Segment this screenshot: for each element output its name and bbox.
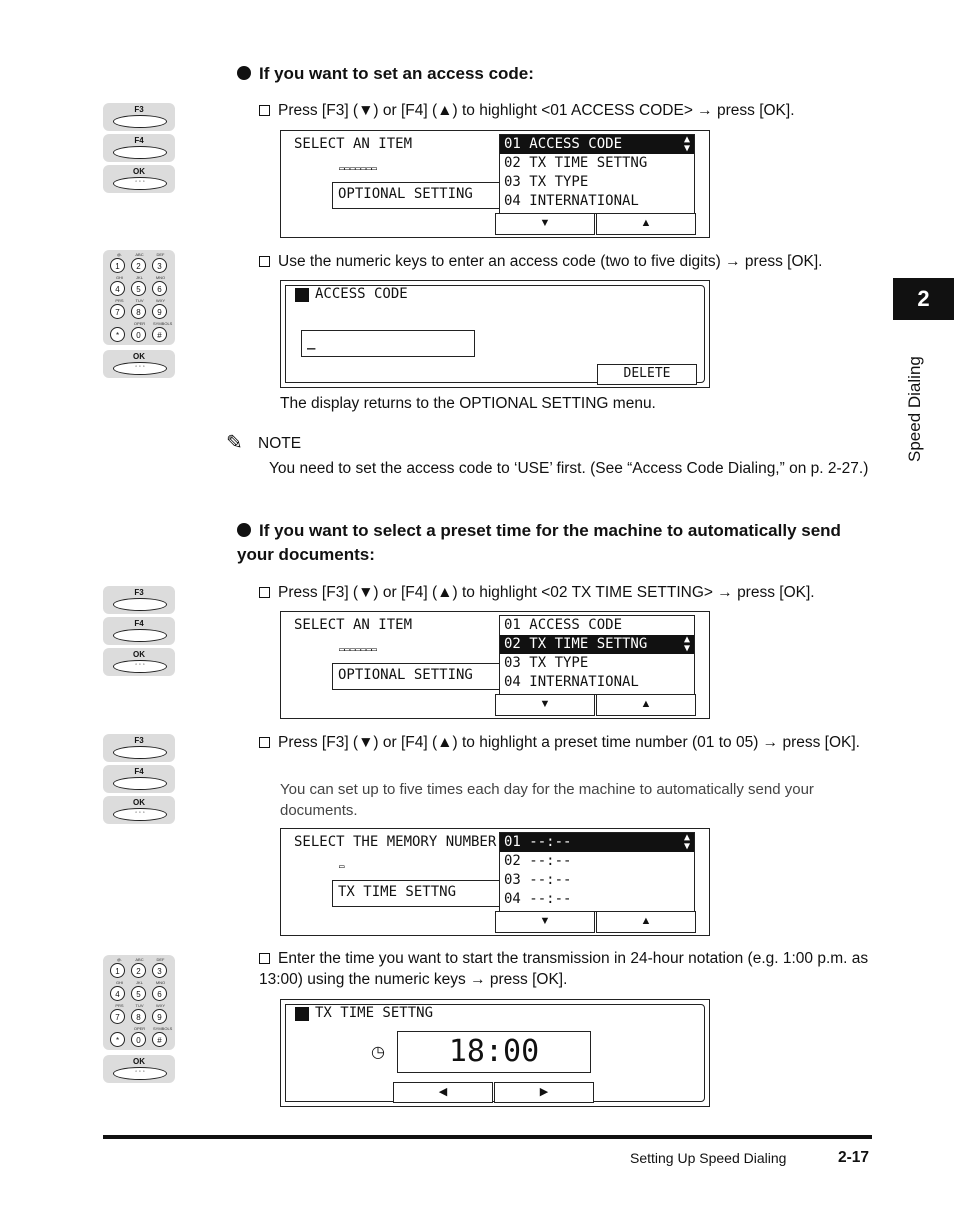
list-item: 02 --:--: [504, 853, 572, 869]
lcd-title: SELECT THE MEMORY NUMBER: [294, 834, 497, 850]
lcd-title: SELECT AN ITEM: [294, 617, 413, 633]
access-code-input: _: [301, 330, 475, 357]
up-softkey: ▲: [596, 694, 696, 716]
lcd-select-item-1: [280, 130, 710, 238]
lcd-tx-time: [280, 999, 710, 1107]
bullet-icon: [237, 523, 251, 537]
return-text: The display returns to the OPTIONAL SETTING menu.: [280, 395, 656, 412]
list-item: 04 INTERNATIONAL: [504, 674, 639, 690]
tx-time-field: TX TIME SETTNG: [332, 880, 500, 907]
checkbox-icon: [259, 587, 270, 598]
section1-heading: If you want to set an access code:: [237, 62, 534, 86]
page-number: 2-17: [838, 1149, 870, 1166]
list-item: 02 TX TIME SETTNG ▲ ▼: [500, 635, 694, 654]
step-4-note: You can set up to five times each day for the machine to automatically send your documents.: [280, 781, 814, 819]
list-item: 02 TX TIME SETTNG: [504, 155, 648, 171]
clock-icon: ◷: [371, 1044, 385, 1061]
step-1: Press [F3] (▼) or [F4] (▲) to highlight <01 ACCESS CODE> → press [OK].: [259, 100, 879, 121]
ok-key: OK ◦ ◦ ◦: [103, 648, 175, 676]
section2-heading: If you want to select a preset time for the machine to automatically send your documents:: [237, 521, 841, 564]
step-3: Press [F3] (▼) or [F4] (▲) to highlight <02 TX TIME SETTING> → press [OK].: [259, 582, 879, 603]
scroll-arrows-icon: ▲ ▼: [683, 634, 690, 654]
f4-key: F4: [103, 765, 175, 793]
note-label: NOTE: [258, 435, 302, 452]
checkbox-icon: [259, 737, 270, 748]
footer-rule: [103, 1135, 872, 1139]
list-item: 04 INTERNATIONAL: [504, 193, 639, 209]
list-item: 01 ACCESS CODE: [504, 617, 623, 633]
up-softkey: ▲: [596, 213, 696, 235]
ok-key: OK ◦ ◦ ◦: [103, 1055, 175, 1083]
lcd-dots: ▭▭▭▭▭▭▭: [339, 164, 377, 174]
ok-key: OK ◦ ◦ ◦: [103, 350, 175, 378]
time-display: 18:00: [397, 1031, 591, 1073]
list-item: 03 --:--: [504, 872, 572, 888]
up-softkey: ▲: [596, 911, 696, 933]
ok-key: OK ◦ ◦ ◦: [103, 796, 175, 824]
delete-softkey: DELETE: [597, 364, 697, 385]
down-softkey: ▼: [495, 213, 595, 235]
f3-key: F3: [103, 586, 175, 614]
list-item: 03 TX TYPE: [504, 174, 589, 190]
checkbox-icon: [259, 953, 270, 964]
numeric-keypad: @. ABC DEF 1 2 3 GHI JKL MNO 4 5 6 PRS TUV WXY 7 8 9 OPER SYMBOLS * 0 #: [103, 250, 175, 345]
lcd-memory-number: [280, 828, 710, 936]
checkbox-icon: [259, 105, 270, 116]
fax-icon: [295, 1007, 309, 1021]
memory-list: [499, 832, 695, 912]
list-item: 01 --:-- ▲ ▼: [500, 833, 694, 852]
chapter-title: Speed Dialing: [905, 356, 924, 462]
lcd-title: SELECT AN ITEM: [294, 136, 413, 152]
down-softkey: ▼: [495, 694, 595, 716]
chapter-tab: 2: [893, 278, 954, 320]
item-list: [499, 615, 695, 695]
scroll-arrows-icon: ▲ ▼: [683, 134, 690, 154]
left-softkey: ◀: [393, 1082, 493, 1103]
step-4: Press [F3] (▼) or [F4] (▲) to highlight a preset time number (01 to 05) → press [OK].: [259, 732, 879, 753]
scroll-arrows-icon: ▲ ▼: [683, 832, 690, 852]
bullet-icon: [237, 66, 251, 80]
note-text: You need to set the access code to ‘USE’ first. (See “Access Code Dialing,” on p. 2-27.): [269, 460, 869, 477]
lcd-title: ACCESS CODE: [315, 286, 408, 302]
ok-key: OK ◦ ◦ ◦: [103, 165, 175, 193]
list-item: 04 --:--: [504, 891, 572, 907]
lcd-dots: ▭▭▭▭▭▭▭: [339, 645, 377, 655]
down-softkey: ▼: [495, 911, 595, 933]
numeric-keypad: @. ABC DEF 1 2 3 GHI JKL MNO 4 5 6 PRS TUV WXY 7 8 9 OPER SYMBOLS * 0 #: [103, 955, 175, 1050]
lcd-select-item-2: [280, 611, 710, 719]
list-item: 01 ACCESS CODE ▲ ▼: [500, 135, 694, 154]
f4-key: F4: [103, 134, 175, 162]
optional-setting-field: OPTIONAL SETTING: [332, 663, 500, 690]
pencil-icon: ✎: [226, 432, 243, 454]
f4-key: F4: [103, 617, 175, 645]
step-2: Use the numeric keys to enter an access code (two to five digits) → press [OK].: [259, 251, 879, 272]
step-5: Enter the time you want to start the transmission in 24-hour notation (e.g. 1:00 p.m. as 13:00) using the numeric keys → press [OK].: [259, 950, 869, 988]
lcd-title: TX TIME SETTNG: [315, 1005, 434, 1021]
lcd-dots: ▭: [339, 862, 345, 872]
list-item: 03 TX TYPE: [504, 655, 589, 671]
checkbox-icon: [259, 256, 270, 267]
optional-setting-field: OPTIONAL SETTING: [332, 182, 500, 209]
lcd-access-code: [280, 280, 710, 388]
f3-key: F3: [103, 103, 175, 131]
right-softkey: ▶: [494, 1082, 594, 1103]
footer-title: Setting Up Speed Dialing: [630, 1150, 787, 1166]
item-list: [499, 134, 695, 214]
f3-key: F3: [103, 734, 175, 762]
fax-icon: [295, 288, 309, 302]
